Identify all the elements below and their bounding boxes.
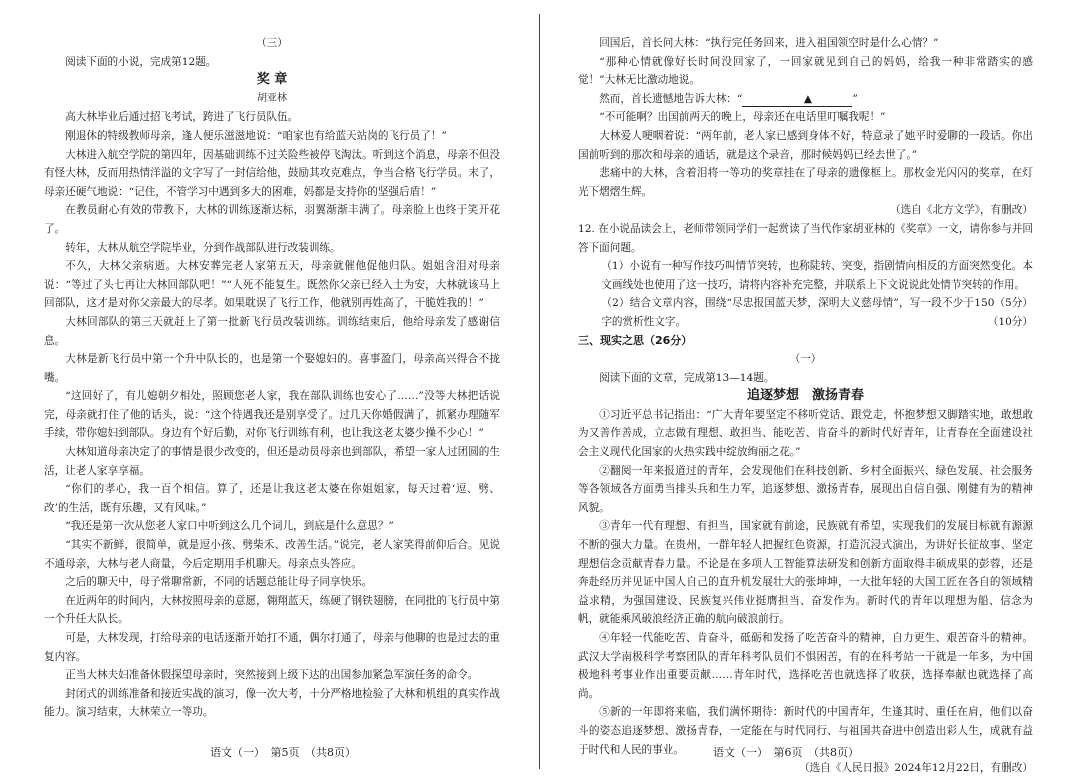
section-heading: 三、现实之思（26分） [578,333,693,347]
blank-prefix: 然而，首长遗憾地告诉大林：“ [599,92,743,105]
paragraph: 大林进入航空学院的第四年，因基础训练不过关险些被停飞淘汰。听到这个消息，母亲不但没有怪大林，反而用热情洋溢的文字写了一封信给他，鼓励其攻克难点，争当合格飞行学员。末了，母亲还硬气地说：“记住，不管学习中遇到多大的困难，妈都是支持你的坚强后盾！” [44,148,500,198]
page-divider [539,14,540,769]
paragraph: 在教员耐心有效的带教下，大林的训练逐渐达标，羽翼渐渐丰满了。母亲脸上也终于笑开花了。 [44,204,500,235]
score: （5分） [994,297,1033,310]
instruction: 阅读下面的文章，完成第13—14题。 [599,371,775,384]
source-note: （选自《北方文学》，有删改） [889,204,1033,217]
blank-paragraph [578,90,1033,109]
paragraph: 封闭式的训练准备和接近实战的演习，像一次大考，十分严格地检验了大林和机组的真实作战能力。演习结束，大林荣立一等功。 [44,687,500,719]
page-footer: 语文（一） 第5页 （共8页） [210,746,356,759]
paragraph: ⑤新的一年即将来临，我们满怀期待：新时代的中国青年，生逢其时、重任在肩，他们以奋斗的姿态追逐梦想、激扬青春，一定能在与时代同行、与祖国共奋进中创造出彩人生，成就有益于时代和人民的事业。 [578,706,1033,756]
paragraph: 刚退休的特级教师母亲，逢人便乐滋滋地说：“咱家也有给蓝天站岗的飞行员了！” [65,129,447,142]
paragraph: 之后的聊天中，母子常聊常新，不同的话题总能让母子同享快乐。 [65,576,373,589]
paragraph: “你们的孝心，我一百个相信。算了，还是让我这老太婆在你姐姐家，每天过着‘逗、劈、改’的生活，既有乐趣，又有风味。” [44,483,500,514]
paragraph: “这回好了，有儿媳朝夕相处，照顾您老人家，我在部队训练也安心了……”没等大林把话说完，母亲就打住了他的话头，说：“这个待遇我还是别享受了。过几天你婚假满了，抓紧办理随军手续，带你媳妇到部队。身边有个好后勤，对你飞行训练有利，也让我这老太婆少操不少心！” [44,390,500,440]
article-title: 追逐梦想 激扬青春 [746,388,864,404]
paragraph: 大林回部队的第三天就赶上了第一批新飞行员改装训练。训练结束后，他给母亲发了感谢信息。 [44,315,500,347]
paragraph: ④年轻一代能吃苦、肯奋斗，砥砺和发扬了吃苦奋斗的精神，自力更生、艰苦奋斗的精神。武汉大学南极科学考察团队的青年科考队员们不惧困苦，有的在科考站一干就是一年多，为中国极地科考事业作出重要贡献……青年时代，选择吃苦也就选择了收获，选择奉献也就选择了高尚。 [578,632,1033,700]
paragraph: 在近两年的时间内，大林按照母亲的意愿，翱翔蓝天，练硬了钢铁翅膀，在同批的飞行员中第一个升任大队长。 [44,594,500,626]
paragraph: 正当大林夫妇准备休假探望母亲时，突然接到上级下达的出国参加紧急军演任务的命令。 [65,669,479,682]
paragraph: ②翻阅一年来报道过的青年，会发现他们在科技创新、乡村全面振兴、绿色发展、社会服务等各领域各方面勇当排头兵和生力军，追逐梦想、激扬青春，展现出自信自强、刚健有为的精神风貌。 [578,464,1033,514]
blank-suffix: ” [852,92,858,105]
paragraph: 悲痛中的大林，含着泪将一等功的奖章挂在了母亲的遗像框上。那枚金光闪闪的奖章，在灯光下熠熠生辉。 [578,167,1033,198]
paragraph: 不久，大林父亲病逝。大林安葬完老人家第五天，母亲就催他促他归队。姐姐含泪对母亲说：“等过了头七再让大林回部队吧！”“人死不能复生。既然你父亲已经入土为安，大林就该马上回部队，这才是对你父亲最大的尽孝。如果耽误了飞行工作，他就别再姓高了，干脆姓我的！” [44,260,500,310]
paragraph: “不可能啊？出国前两天的晚上，母亲还在电话里叮嘱我呢！” [599,111,886,124]
paragraph: 大林爱人哽咽着说：“两年前，老人家已感到身体不好，特意录了她平时爱聊的一段话。你出国前听到的那次和母亲的通话，就是这个录音，那时候妈妈已经去世了。” [578,129,1033,161]
paragraph: 大林是新飞行员中第一个升中队长的，也是第一个娶媳妇的。喜事盈门，母亲高兴得合不拢嘴。 [44,353,500,384]
page-footer: 语文（一） 第6页 （共8页） [713,746,859,759]
paragraph: 可是，大林发现，打给母亲的电话逐渐开始打不通，偶尔打通了，母亲与他聊的也是过去的重复内容。 [44,632,500,663]
paragraph: “其实不新鲜，很简单，就是逗小孩、劈柴禾、改善生活。”说完，老人家笑得前仰后合。见说不通母亲，大林与老人商量，今后定期用手机聊天。母亲点头答应。 [44,539,500,570]
part-heading: （三） [256,37,288,49]
right-page [578,34,1033,778]
instruction: 阅读下面的小说，完成第12题。 [65,55,217,68]
question-text: （2）结合文章内容，围绕“尽忠报国蓝天梦，深明大义慈母情”，写一段不少于150字的赏析性文字。 [601,297,995,328]
left-page [44,34,500,722]
paragraph: 转年，大林从航空学院毕业，分到作战部队进行改装训练。 [65,241,341,254]
paragraph: 高大林毕业后通过招飞考试，跨进了飞行员队伍。 [65,111,299,124]
source-note: （选自《人民日报》2024年12月22日，有删改） [798,762,1033,775]
paragraph: “我还是第一次从您老人家口中听到这么几个词儿，到底是什么意思？” [65,520,394,533]
part-heading: （一） [789,353,822,366]
question-12-2 [578,294,1033,331]
question-text: （1）小说有一种写作技巧叫情节突转，也称陡转、突变，指剧情向相反的方面突然变化。本文画线处也使用了这一技巧，请将内容补充完整，并联系上下文说说此处情节突转的作用。 [601,260,1033,291]
paragraph: 大林知道母亲决定了的事情是很少改变的，但还是动员母亲也到部队，希望一家人过团圆的生活，让老人家享享福。 [44,446,500,477]
paragraph: ③青年一代有理想、有担当，国家就有前途，民族就有希望，实现我们的发展目标就有源源不断的强大力量。在贵州，一群年轻人把握红色资源，打造沉浸式演出，为讲好长征故事、坚定理想信念贡献青春力量。不论是在多项人工智能算法研发和创新方面取得丰硕成果的彭蓉，还是奔赴经历并见证中国人自己的直升机发展壮大的张坤坤，一大批年轻的大国工匠在各自的领域精益求精，为强国建设、民族复兴伟业挺膺担当、奋发作为。新时代的青年以理想为船、信念为帆，就能乘风破浪经济正确的航向破浪前行。 [578,520,1033,626]
paragraph: “那种心情就像好长时间没回家了，一回家就见到自己的妈妈，给我一种非常踏实的感觉！”大林无比激动地说。 [578,55,1033,87]
paragraph: ①习近平总书记指出：“广大青年要坚定不移听党话、跟党走，怀抱梦想又脚踏实地，敢想敢为又善作善成，立志做有理想、敢担当、能吃苦、肯奋斗的新时代好青年，让青春在全面建设社会主义现代化国家的火热实践中绽放绚丽之花。” [578,408,1033,459]
question-12: 12. 在小说品读会上，老师带领同学们一起赏读了当代作家胡亚林的《奖章》一文，请你参与并回答下面问题。 [578,222,1033,254]
paragraph: 回国后，首长问大林：“执行完任务回来，进入祖国领空时是什么心情？” [599,37,939,49]
question-12-1 [578,257,1033,310]
fill-blank[interactable]: ▲ [742,92,852,107]
story-author: 胡亚林 [257,92,287,104]
score: （10分） [987,315,1033,328]
story-title: 奖 章 [256,72,288,88]
